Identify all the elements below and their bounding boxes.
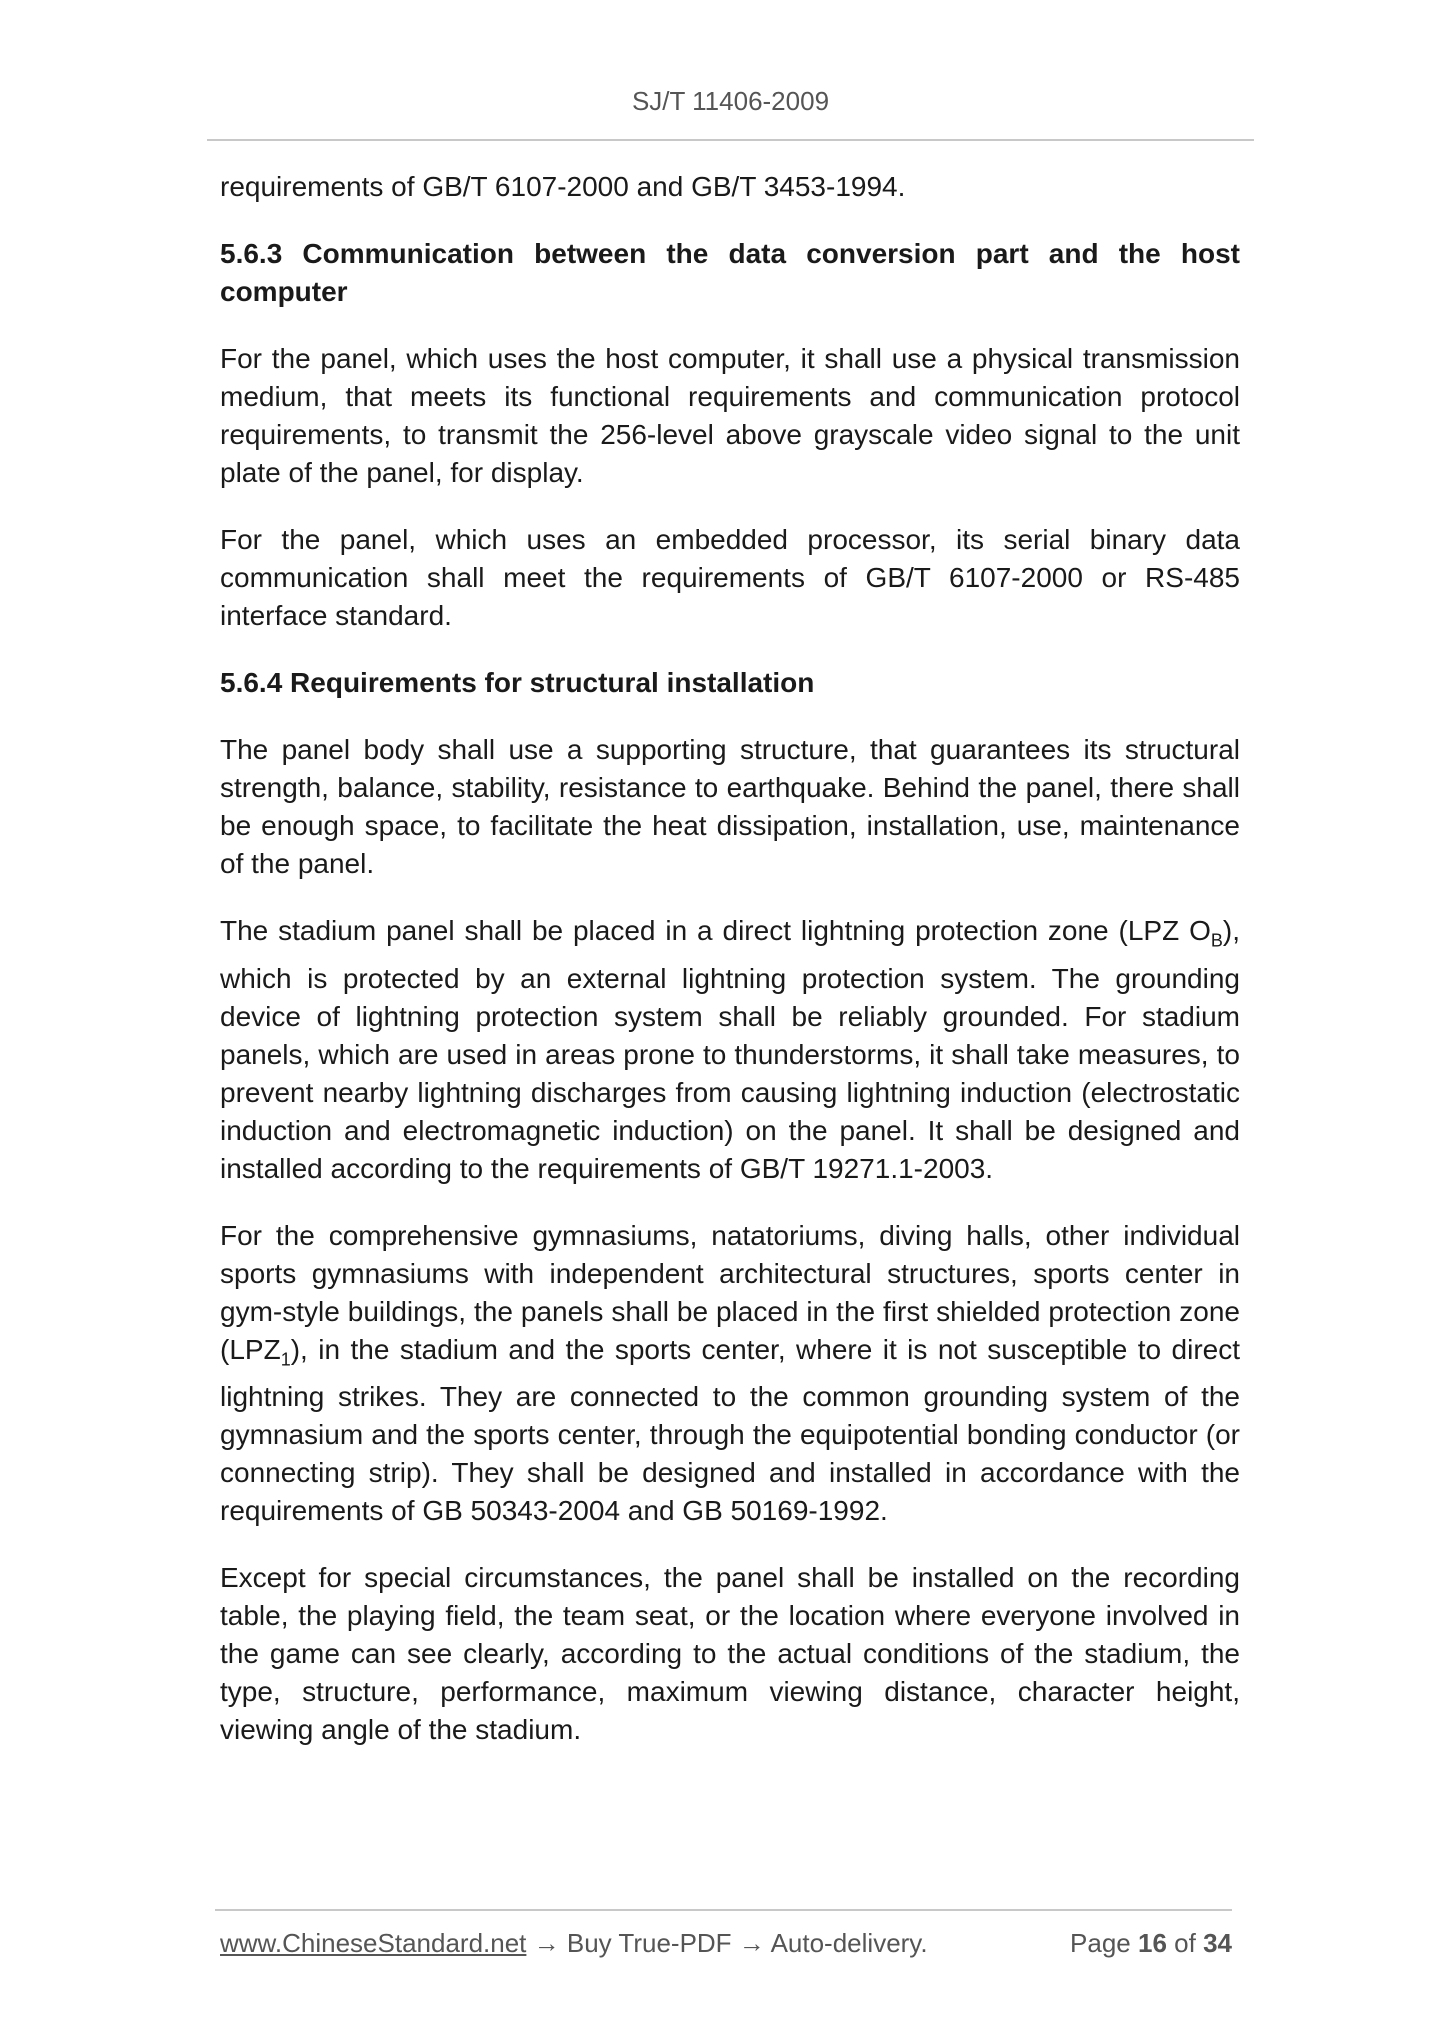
page-label: Page bbox=[1070, 1928, 1131, 1958]
lightning-text-a: The stadium panel shall be placed in a direct lightning protection zone (LPZ O bbox=[220, 915, 1211, 946]
page-body bbox=[220, 168, 1240, 1778]
page-total: 34 bbox=[1203, 1928, 1232, 1958]
gym-text-b: ), in the stadium and the sports center, where it is not susceptible to direct lightning strikes. They are connected to the common grounding system of the gymnasium and the sports center, through the equipotential bonding conductor (or connecting strip). They shall be designed and installed in accordance with the requirements of GB 50343-2004 and GB 50169-1992. bbox=[220, 1333, 1240, 1527]
paragraph-embedded-processor: For the panel, which uses an embedded processor, its serial binary data communication shall meet the requirements of GB/T 6107-2000 or RS-485 interface standard. bbox=[220, 524, 1240, 631]
paragraph-installation-location: Except for special circumstances, the panel shall be installed on the recording table, the playing field, the team seat, or the location where everyone involved in the game can see clearly, according to the actual conditions of the stadium, the type, structure, performance, maximum viewing distance, character height, viewing angle of the stadium. bbox=[220, 1562, 1240, 1746]
paragraph-host-computer: For the panel, which uses the host computer, it shall use a physical transmission medium, that meets its functional requirements and communication protocol requirements, to transmit the 256-level above grayscale video signal to the unit plate of the panel, for display. bbox=[220, 343, 1240, 488]
page-footer bbox=[220, 1928, 1232, 1959]
page-number: 16 bbox=[1138, 1928, 1167, 1958]
section-heading-5-6-3: 5.6.3 Communication between the data conversion part and the host computer bbox=[220, 238, 1240, 307]
footer-divider bbox=[215, 1909, 1232, 1911]
section-heading-5-6-4: 5.6.4 Requirements for structural installation bbox=[220, 667, 815, 698]
of-label: of bbox=[1174, 1928, 1196, 1958]
subscript-b: B bbox=[1210, 930, 1223, 951]
subscript-1: 1 bbox=[280, 1349, 291, 1370]
footer-promo-text: → Buy True-PDF → Auto-delivery. bbox=[526, 1928, 928, 1958]
lightning-text-b: ), which is protected by an external lightning protection system. The grounding device of lightning protection system shall be reliably grounded. For stadium panels, which are used in areas prone to thunderstorms, it shall take measures, to prevent nearby lightning discharges from causing lightning induction (electrostatic induction and electromagnetic induction) on the panel. It shall be designed and installed according to the requirements of GB/T 19271.1-2003. bbox=[220, 915, 1240, 1184]
paragraph-supporting-structure: The panel body shall use a supporting structure, that guarantees its structural strength, balance, stability, resistance to earthquake. Behind the panel, there shall be enough space, to facilitate the heat dissipation, installation, use, maintenance of the panel. bbox=[220, 734, 1240, 879]
website-link[interactable]: www.ChineseStandard.net bbox=[220, 1928, 527, 1958]
header-divider bbox=[207, 139, 1254, 141]
paragraph-lightning-zone bbox=[220, 912, 1240, 1188]
document-id-header: SJ/T 11406-2009 bbox=[631, 86, 830, 116]
paragraph-gymnasiums bbox=[220, 1217, 1240, 1531]
paragraph-continuation: requirements of GB/T 6107-2000 and GB/T 3453-1994. bbox=[220, 171, 906, 202]
page-counter bbox=[1070, 1928, 1232, 1959]
gym-text-a: For the comprehensive gymnasiums, natatoriums, diving halls, other individual sports gymnasiums with independent architectural structures, sports center in gym-style buildings, the panels shall be placed in the first shielded protection zone (LPZ bbox=[220, 1219, 1240, 1365]
